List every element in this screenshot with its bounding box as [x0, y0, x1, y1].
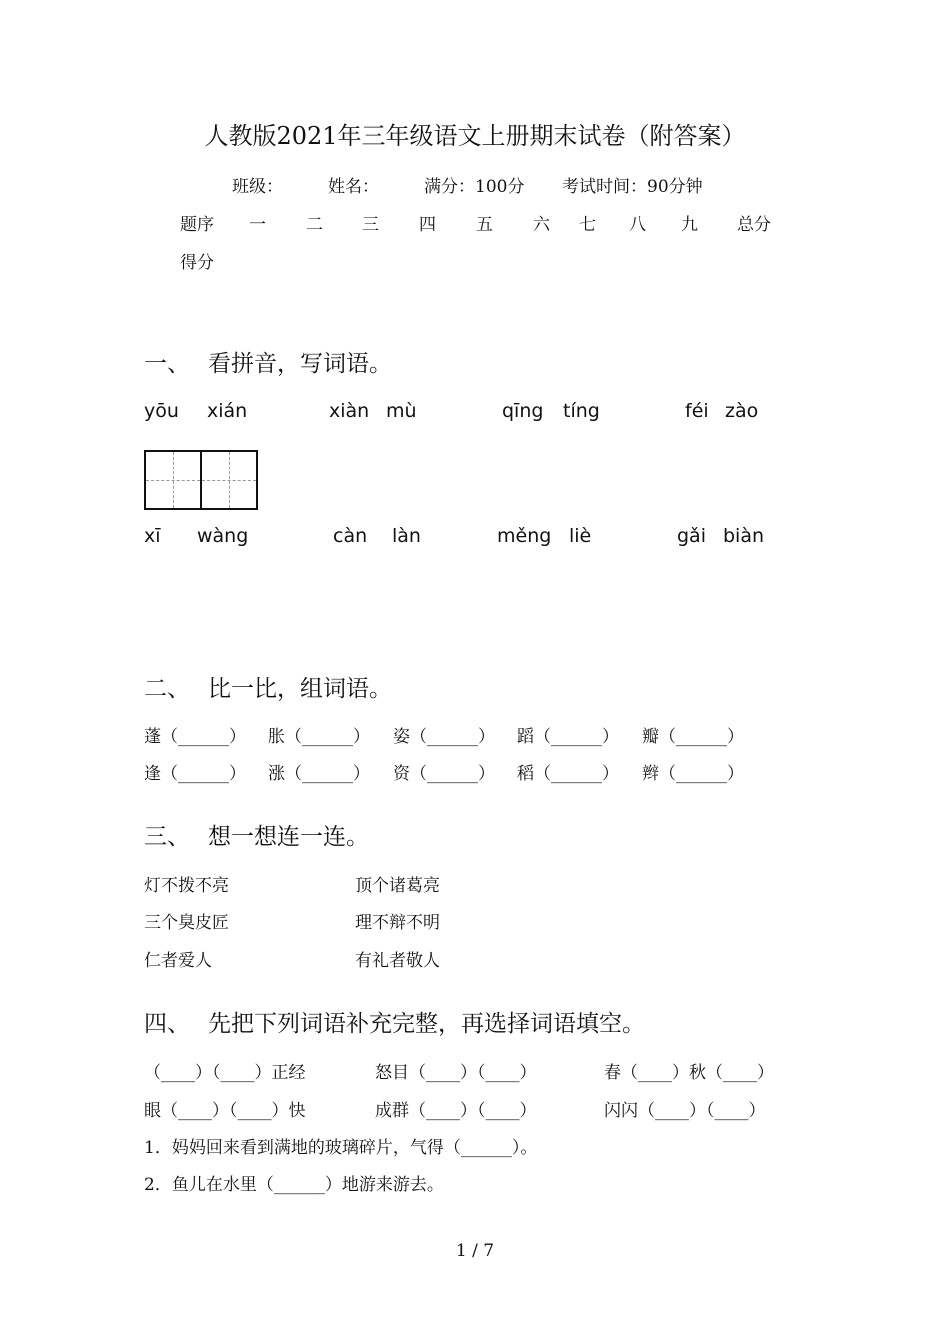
full-score-label: 满分：100分 [424, 177, 525, 197]
pinyin: làn [392, 525, 421, 547]
pinyin: qīng [502, 400, 544, 422]
score-table-header: 题序 [180, 215, 214, 235]
score-table-header: 一 [249, 215, 266, 235]
idiom-blank: 闪闪（____）（____） [604, 1101, 766, 1121]
score-table-header: 总分 [737, 215, 771, 235]
section-number: 三、 [144, 824, 190, 850]
score-table-header: 四 [419, 215, 436, 235]
match-right-item: 理不辩不明 [355, 913, 440, 933]
compare-item: 涨（______） [268, 764, 370, 784]
section-heading [144, 818, 369, 851]
compare-item: 逢（______） [144, 764, 246, 784]
fill-question: 2．鱼儿在水里（______）地游来游去。 [144, 1175, 444, 1195]
section-title: 想一想连一连。 [208, 824, 369, 850]
section-heading [144, 1005, 645, 1038]
name-label: 姓名： [328, 177, 379, 197]
score-table-header: 八 [629, 215, 646, 235]
match-left-item: 灯不拨不亮 [144, 876, 229, 896]
section-number: 一、 [144, 351, 190, 377]
section-number: 二、 [144, 676, 190, 702]
section-title: 看拼音，写词语。 [208, 351, 392, 377]
pinyin: xī [144, 525, 161, 547]
fill-question: 1．妈妈回来看到满地的玻璃碎片，气得（______）。 [144, 1138, 538, 1158]
match-left-item: 三个臭皮匠 [144, 913, 229, 933]
pinyin: měng [497, 525, 552, 547]
compare-item: 资（______） [393, 764, 495, 784]
pinyin: yōu [144, 400, 179, 422]
writing-cell[interactable] [200, 452, 256, 508]
pinyin: zào [725, 400, 759, 422]
pinyin: xiàn [329, 400, 370, 422]
score-table-header: 二 [306, 215, 323, 235]
idiom-blank: 成群（____）（____） [375, 1101, 537, 1121]
section-title: 比一比，组词语。 [208, 676, 392, 702]
match-right-item: 顶个诸葛亮 [355, 876, 440, 896]
exam-time-label: 考试时间：90分钟 [562, 177, 703, 197]
section-number: 四、 [144, 1011, 190, 1037]
page-title: 人教版2021年三年级语文上册期末试卷（附答案） [204, 122, 746, 150]
score-table-header: 五 [476, 215, 493, 235]
compare-item: 稻（______） [517, 764, 619, 784]
pinyin: féi [685, 400, 709, 422]
pinyin: liè [569, 525, 592, 547]
compare-item: 瓣（______） [642, 727, 744, 747]
idiom-blank: （____）（____）正经 [144, 1063, 306, 1083]
idiom-blank: 怒目（____）（____） [375, 1063, 537, 1083]
pinyin: xián [207, 400, 248, 422]
writing-grid[interactable] [144, 450, 258, 510]
compare-item: 胀（______） [268, 727, 370, 747]
match-left-item: 仁者爱人 [144, 951, 212, 971]
pinyin: càn [333, 525, 368, 547]
pinyin: mù [386, 400, 417, 422]
section-heading [144, 345, 392, 378]
compare-item: 辫（______） [642, 764, 744, 784]
section-title: 先把下列词语补充完整，再选择词语填空。 [208, 1011, 645, 1037]
match-right-item: 有礼者敬人 [355, 951, 440, 971]
score-table-header: 六 [533, 215, 550, 235]
pinyin: wàng [197, 525, 249, 547]
idiom-blank: 眼（____）（____）快 [144, 1101, 306, 1121]
compare-item: 姿（______） [393, 727, 495, 747]
class-label: 班级： [232, 177, 283, 197]
compare-item: 蓬（______） [144, 727, 246, 747]
idiom-blank: 春（____）秋（____） [604, 1063, 774, 1083]
score-table-header: 三 [362, 215, 379, 235]
score-table-header: 九 [681, 215, 698, 235]
pinyin: tíng [563, 400, 600, 422]
writing-cell[interactable] [146, 452, 200, 508]
pinyin: gǎi [677, 525, 706, 547]
section-heading [144, 670, 392, 703]
compare-item: 蹈（______） [517, 727, 619, 747]
score-table-header: 七 [579, 215, 596, 235]
pinyin: biàn [723, 525, 765, 547]
page-number: 1 / 7 [455, 1241, 495, 1261]
score-table-row-label: 得分 [180, 253, 214, 273]
